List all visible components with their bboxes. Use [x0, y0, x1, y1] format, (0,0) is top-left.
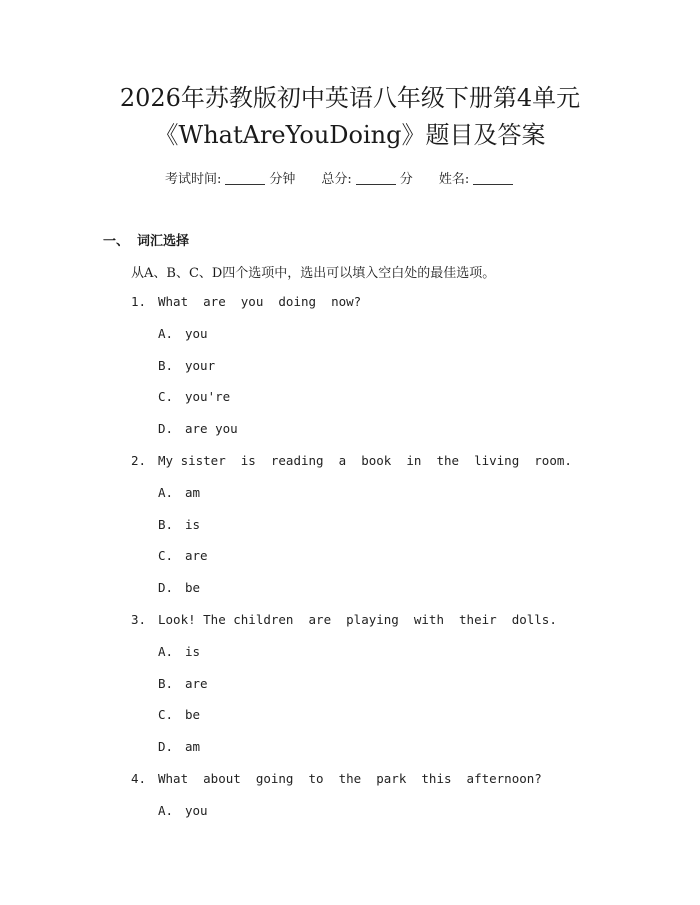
option-text: your: [185, 357, 216, 373]
time-label: 考试时间:: [165, 172, 222, 187]
question-number: 4.: [131, 771, 147, 786]
option-letter: D.: [158, 739, 174, 755]
option-letter: B.: [158, 675, 174, 691]
option-letter: A.: [158, 802, 174, 818]
option-letter: C.: [158, 707, 174, 723]
option-text: am: [185, 484, 201, 500]
document-title-line2: 《WhatAreYouDoing》题目及答案: [154, 121, 546, 149]
option-text: you: [185, 325, 208, 341]
section-title: 词汇选择: [137, 234, 190, 249]
option-letter: A.: [158, 484, 174, 500]
score-unit: 分: [399, 172, 413, 187]
section-instruction: 从A、B、C、D四个选项中，选出可以填入空白处的最佳选项。: [131, 266, 496, 281]
score-label: 总分:: [321, 172, 352, 187]
option-text: are you: [185, 421, 238, 437]
option-letter: A.: [158, 325, 174, 341]
question-text: What about going to the park this afternoon?: [158, 771, 542, 786]
option-letter: D.: [158, 580, 174, 596]
option-letter: B.: [158, 516, 174, 532]
name-label: 姓名:: [438, 172, 470, 187]
question-text: Look! The children are playing with their dolls.: [158, 612, 557, 627]
option-text: are: [185, 675, 208, 691]
option-letter: C.: [158, 548, 174, 564]
section-heading: [103, 230, 189, 249]
question-number: 2.: [131, 453, 147, 468]
question-number: 1.: [131, 294, 147, 309]
question-text: What are you doing now?: [158, 294, 362, 309]
option-letter: B.: [158, 357, 174, 373]
name-blank: [473, 183, 513, 185]
time-blank: [225, 183, 265, 185]
option-letter: C.: [158, 389, 174, 405]
section-number: 一、: [103, 234, 130, 249]
question-number: 3.: [131, 612, 147, 627]
score-blank: [356, 183, 396, 185]
option-text: are: [185, 548, 208, 564]
option-text: am: [185, 739, 201, 755]
document-title-line1: 2026年苏教版初中英语八年级下册第4单元: [119, 84, 581, 112]
option-text: is: [185, 643, 201, 659]
option-text: be: [185, 707, 201, 723]
option-text: is: [185, 516, 201, 532]
option-text: you're: [185, 389, 231, 405]
time-unit: 分钟: [269, 172, 296, 187]
exam-meta-row: [165, 168, 517, 187]
option-letter: A.: [158, 643, 174, 659]
option-letter: D.: [158, 421, 174, 437]
option-text: be: [185, 580, 201, 596]
option-text: you: [185, 802, 208, 818]
question-text: My sister is reading a book in the living room.: [158, 453, 572, 468]
